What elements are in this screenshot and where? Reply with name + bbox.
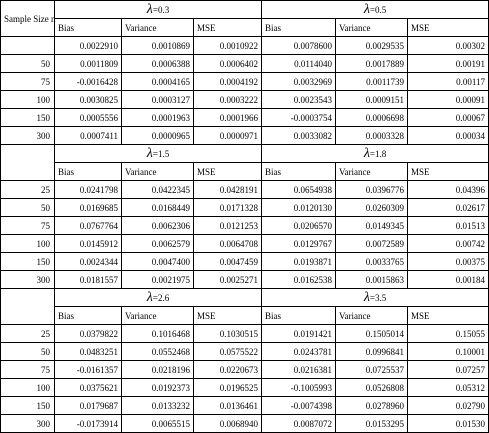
value-cell: 0.0072589	[336, 235, 408, 253]
sample-size-header: Sample Size n	[1, 1, 55, 37]
sample-size-cell: 50	[1, 55, 55, 73]
sample-size-cell: 50	[1, 343, 55, 361]
sample-size-cell: 100	[1, 91, 55, 109]
value-cell: 0.0278960	[336, 397, 408, 415]
lambda-header	[262, 145, 489, 163]
value-cell: 0.0025271	[194, 271, 262, 289]
table-row	[1, 37, 489, 55]
lambda-header	[262, 289, 489, 307]
value-cell: 0.05312	[408, 379, 489, 397]
value-cell: 0.0220673	[194, 361, 262, 379]
table-row	[1, 91, 489, 109]
table-row	[1, 217, 489, 235]
value-cell: 0.0022910	[55, 37, 122, 55]
table-row	[1, 397, 489, 415]
lambda-header	[55, 1, 262, 19]
value-cell: 0.0193871	[262, 253, 336, 271]
value-cell: 0.0121253	[194, 217, 262, 235]
value-cell: -0.0003754	[262, 109, 336, 127]
table-row	[1, 73, 489, 91]
value-cell: 0.0015863	[336, 271, 408, 289]
value-cell: 0.1030515	[194, 325, 262, 343]
table-row	[1, 325, 489, 343]
value-cell: 0.0023543	[262, 91, 336, 109]
value-cell: 0.0169685	[55, 199, 122, 217]
value-cell: 0.01513	[408, 217, 489, 235]
column-header: Variance	[122, 163, 194, 181]
lambda-header-row	[1, 289, 489, 307]
column-header: MSE	[194, 19, 262, 37]
value-cell: 0.0009151	[336, 91, 408, 109]
sample-size-cell	[1, 37, 55, 55]
value-cell: -0.0074398	[262, 397, 336, 415]
value-cell: 0.0011739	[336, 73, 408, 91]
lambda-value: =0.5	[369, 4, 387, 15]
value-cell: 0.0003328	[336, 127, 408, 145]
table-row	[1, 343, 489, 361]
value-cell: -0.0016428	[55, 73, 122, 91]
value-cell: 0.0078600	[262, 37, 336, 55]
value-cell: 0.00034	[408, 127, 489, 145]
value-cell: 0.0206570	[262, 217, 336, 235]
value-cell: 0.0011809	[55, 55, 122, 73]
sample-size-cell: 300	[1, 415, 55, 433]
value-cell: 0.0422345	[122, 181, 194, 199]
lambda-symbol: λ	[363, 289, 370, 305]
value-cell: 0.00191	[408, 55, 489, 73]
value-cell: 0.0767764	[55, 217, 122, 235]
value-cell: -0.0161357	[55, 361, 122, 379]
value-cell: -0.1005993	[262, 379, 336, 397]
value-cell: 0.0526808	[336, 379, 408, 397]
table-row	[1, 415, 489, 433]
value-cell: 0.0007411	[55, 127, 122, 145]
value-cell: 0.0001966	[194, 109, 262, 127]
value-cell: 0.0168449	[122, 199, 194, 217]
column-header-row	[1, 307, 489, 325]
column-header: Variance	[122, 307, 194, 325]
column-header: Variance	[122, 19, 194, 37]
value-cell: 0.0005556	[55, 109, 122, 127]
value-cell: 0.0654938	[262, 181, 336, 199]
value-cell: 0.0375621	[55, 379, 122, 397]
lambda-header-row	[1, 1, 489, 19]
sample-size-cell: 150	[1, 109, 55, 127]
value-cell: 0.00302	[408, 37, 489, 55]
value-cell: 0.0216381	[262, 361, 336, 379]
table-row	[1, 199, 489, 217]
sample-size-cell: 150	[1, 253, 55, 271]
value-cell: 0.0017889	[336, 55, 408, 73]
value-cell: 0.10001	[408, 343, 489, 361]
sample-size-cell: 100	[1, 235, 55, 253]
lambda-value: =2.6	[152, 292, 170, 303]
value-cell: 0.0149345	[336, 217, 408, 235]
sample-size-cell: 300	[1, 271, 55, 289]
value-cell: 0.0396776	[336, 181, 408, 199]
value-cell: 0.00742	[408, 235, 489, 253]
value-cell: 0.0010869	[122, 37, 194, 55]
value-cell: 0.0552468	[122, 343, 194, 361]
value-cell: 0.0243781	[262, 343, 336, 361]
value-cell: 0.15055	[408, 325, 489, 343]
lambda-symbol: λ	[363, 145, 370, 161]
value-cell: 0.00184	[408, 271, 489, 289]
table-row	[1, 253, 489, 271]
table-row	[1, 361, 489, 379]
value-cell: 0.0000971	[194, 127, 262, 145]
value-cell: 0.0024344	[55, 253, 122, 271]
sample-size-cell: 75	[1, 73, 55, 91]
value-cell: 0.0033765	[336, 253, 408, 271]
value-cell: 0.0136461	[194, 397, 262, 415]
empty-header-cell	[1, 145, 55, 181]
value-cell: 0.0145912	[55, 235, 122, 253]
value-cell: 0.1505014	[336, 325, 408, 343]
value-cell: 0.0483251	[55, 343, 122, 361]
column-header: Bias	[55, 19, 122, 37]
table-row	[1, 55, 489, 73]
value-cell: 0.0379822	[55, 325, 122, 343]
value-cell: 0.0001963	[122, 109, 194, 127]
table-row	[1, 181, 489, 199]
value-cell: 0.0120130	[262, 199, 336, 217]
value-cell: 0.0062579	[122, 235, 194, 253]
value-cell: 0.0129767	[262, 235, 336, 253]
value-cell: 0.0021975	[122, 271, 194, 289]
sample-size-cell: 25	[1, 325, 55, 343]
column-header: Bias	[262, 163, 336, 181]
column-header: Variance	[336, 163, 408, 181]
value-cell: 0.0068940	[194, 415, 262, 433]
value-cell: 0.02790	[408, 397, 489, 415]
table-row	[1, 109, 489, 127]
empty-header-cell	[1, 289, 55, 325]
value-cell: 0.07257	[408, 361, 489, 379]
value-cell: 0.00067	[408, 109, 489, 127]
value-cell: 0.0575522	[194, 343, 262, 361]
value-cell: 0.0003127	[122, 91, 194, 109]
lambda-value: =1.5	[152, 148, 170, 159]
value-cell: 0.0010922	[194, 37, 262, 55]
lambda-header	[262, 1, 489, 19]
column-header: Bias	[262, 19, 336, 37]
value-cell: 0.0114040	[262, 55, 336, 73]
value-cell: 0.00117	[408, 73, 489, 91]
value-cell: 0.0065515	[122, 415, 194, 433]
column-header: Bias	[55, 163, 122, 181]
lambda-symbol: λ	[146, 145, 153, 161]
value-cell: 0.0171328	[194, 199, 262, 217]
value-cell: 0.0006402	[194, 55, 262, 73]
lambda-value: =1.8	[369, 148, 387, 159]
results-table-body	[1, 1, 489, 433]
sample-size-cell: 25	[1, 181, 55, 199]
table-row	[1, 379, 489, 397]
value-cell: -0.0173914	[55, 415, 122, 433]
column-header: MSE	[408, 19, 489, 37]
value-cell: 0.0192373	[122, 379, 194, 397]
lambda-value: =3.5	[369, 292, 387, 303]
value-cell: 0.0030825	[55, 91, 122, 109]
lambda-value: =0.3	[152, 4, 170, 15]
value-cell: 0.0087072	[262, 415, 336, 433]
value-cell: 0.0153295	[336, 415, 408, 433]
table-row	[1, 235, 489, 253]
value-cell: 0.00375	[408, 253, 489, 271]
value-cell: 0.0062306	[122, 217, 194, 235]
value-cell: 0.0047459	[194, 253, 262, 271]
sample-size-cell: 75	[1, 217, 55, 235]
value-cell: 0.01530	[408, 415, 489, 433]
sample-size-cell: 50	[1, 199, 55, 217]
value-cell: 0.0047400	[122, 253, 194, 271]
value-cell: 0.0133232	[122, 397, 194, 415]
lambda-header-row	[1, 145, 489, 163]
value-cell: 0.0428191	[194, 181, 262, 199]
value-cell: 0.0033082	[262, 127, 336, 145]
column-header: MSE	[194, 307, 262, 325]
value-cell: 0.1016468	[122, 325, 194, 343]
value-cell: 0.0003222	[194, 91, 262, 109]
value-cell: 0.0004165	[122, 73, 194, 91]
column-header: Bias	[262, 307, 336, 325]
lambda-header	[55, 145, 262, 163]
sample-size-cell: 75	[1, 361, 55, 379]
value-cell: 0.0241798	[55, 181, 122, 199]
lambda-symbol: λ	[146, 289, 153, 305]
column-header: Variance	[336, 19, 408, 37]
value-cell: 0.02617	[408, 199, 489, 217]
value-cell: 0.0191421	[262, 325, 336, 343]
table-row	[1, 127, 489, 145]
lambda-header	[55, 289, 262, 307]
value-cell: 0.0032969	[262, 73, 336, 91]
table-row	[1, 271, 489, 289]
column-header: Bias	[55, 307, 122, 325]
value-cell: 0.0725537	[336, 361, 408, 379]
value-cell: 0.0181557	[55, 271, 122, 289]
value-cell: 0.0179687	[55, 397, 122, 415]
column-header: MSE	[194, 163, 262, 181]
lambda-symbol: λ	[146, 1, 153, 17]
value-cell: 0.0006388	[122, 55, 194, 73]
sample-size-cell: 300	[1, 127, 55, 145]
column-header: Variance	[336, 307, 408, 325]
value-cell: 0.0196525	[194, 379, 262, 397]
value-cell: 0.0996841	[336, 343, 408, 361]
column-header-row	[1, 163, 489, 181]
value-cell: 0.0218196	[122, 361, 194, 379]
value-cell: 0.0162538	[262, 271, 336, 289]
column-header-row	[1, 19, 489, 37]
value-cell: 0.0029535	[336, 37, 408, 55]
value-cell: 0.0064708	[194, 235, 262, 253]
lambda-symbol: λ	[363, 1, 370, 17]
column-header: MSE	[408, 163, 489, 181]
value-cell: 0.00091	[408, 91, 489, 109]
value-cell: 0.0004192	[194, 73, 262, 91]
value-cell: 0.0260309	[336, 199, 408, 217]
value-cell: 0.0000965	[122, 127, 194, 145]
column-header: MSE	[408, 307, 489, 325]
value-cell: 0.0006698	[336, 109, 408, 127]
value-cell: 0.04396	[408, 181, 489, 199]
sample-size-cell: 100	[1, 379, 55, 397]
sample-size-cell: 150	[1, 397, 55, 415]
